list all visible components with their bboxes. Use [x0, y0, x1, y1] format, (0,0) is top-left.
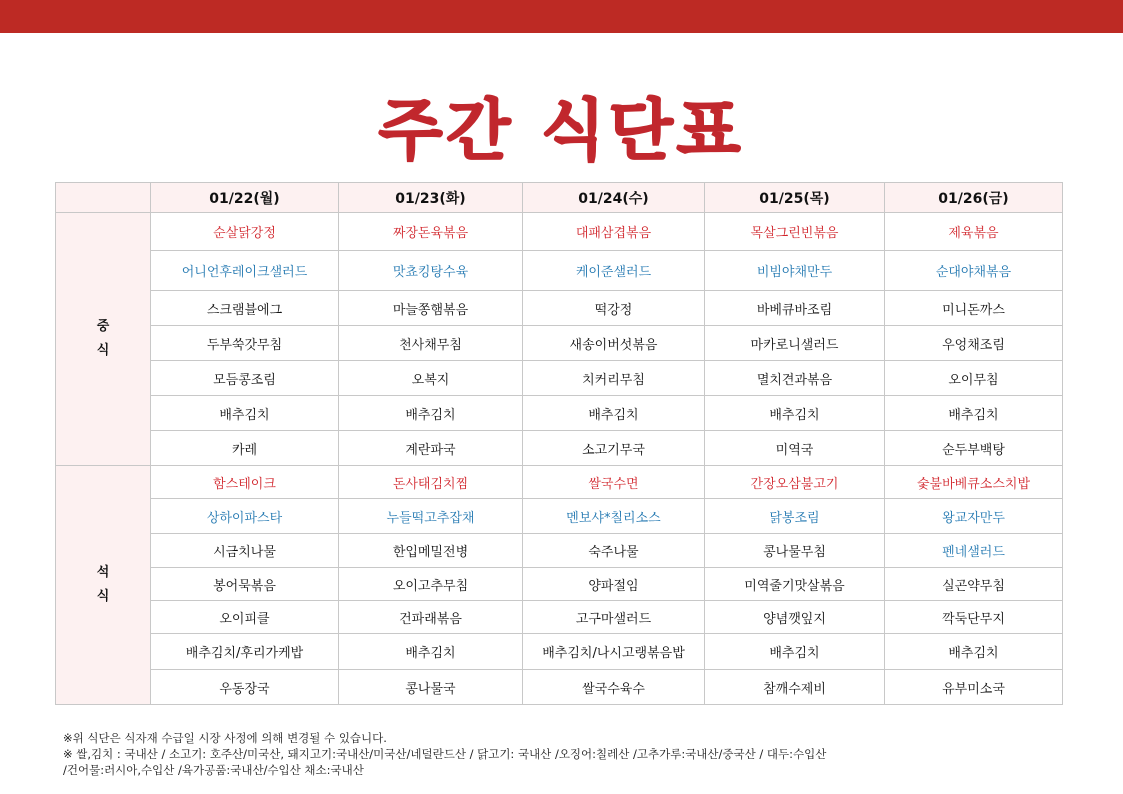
lunch-dish-cell: 케이준샐러드 [523, 251, 705, 291]
dinner-menu-row [56, 634, 1063, 670]
day-header-fri: 01/26(금) [885, 183, 1063, 213]
dinner-dish-cell: 봉어묵볶음 [151, 568, 339, 601]
dinner-dish-cell: 한입메밀전병 [339, 534, 523, 568]
lunch-dish-cell: 멸치견과볶음 [705, 361, 885, 396]
lunch-dish-cell: 목살그린빈볶음 [705, 213, 885, 251]
lunch-dish-cell: 대패삼겹볶음 [523, 213, 705, 251]
top-banner-bar [0, 0, 1123, 33]
dinner-dish-cell: 간장오삼불고기 [705, 466, 885, 499]
lunch-dish-cell: 스크램블에그 [151, 291, 339, 326]
dinner-menu-row [56, 601, 1063, 634]
dinner-dish-cell: 참깨수제비 [705, 670, 885, 705]
dinner-dish-cell: 오이피클 [151, 601, 339, 634]
lunch-dish-cell: 순두부백탕 [885, 431, 1063, 466]
dinner-menu-row [56, 534, 1063, 568]
dinner-menu-row [56, 670, 1063, 705]
dinner-dish-cell: 실곤약무침 [885, 568, 1063, 601]
dinner-dish-cell: 왕교자만두 [885, 499, 1063, 534]
lunch-dish-cell: 두부쑥갓무침 [151, 326, 339, 361]
lunch-dish-cell: 모듬콩조림 [151, 361, 339, 396]
lunch-menu-row [56, 326, 1063, 361]
dinner-dish-cell: 콩나물국 [339, 670, 523, 705]
dinner-dish-cell: 배추김치 [339, 634, 523, 670]
lunch-dish-cell: 천사채무침 [339, 326, 523, 361]
lunch-dish-cell: 배추김치 [885, 396, 1063, 431]
dinner-dish-cell: 콩나물무침 [705, 534, 885, 568]
lunch-dish-cell: 우엉채조림 [885, 326, 1063, 361]
page-title: 주간 식단표 [378, 92, 745, 169]
weekly-menu-table [55, 182, 1063, 705]
dinner-dish-cell: 쌀국수면 [523, 466, 705, 499]
dinner-dish-cell: 멘보샤*칠리소스 [523, 499, 705, 534]
dinner-dish-cell: 오이고추무침 [339, 568, 523, 601]
lunch-dish-cell: 치커리무침 [523, 361, 705, 396]
dinner-dish-cell: 시금치나물 [151, 534, 339, 568]
lunch-dish-cell: 마늘쫑햄볶음 [339, 291, 523, 326]
lunch-menu-row [56, 213, 1063, 251]
lunch-dish-cell: 오이무침 [885, 361, 1063, 396]
header-corner-cell [56, 183, 151, 213]
dinner-menu-row [56, 466, 1063, 499]
day-header-thu: 01/25(목) [705, 183, 885, 213]
notes-section [63, 730, 1063, 778]
dinner-dish-cell: 숯불바베큐소스치밥 [885, 466, 1063, 499]
dinner-label-char: 석 [96, 565, 110, 580]
lunch-dish-cell: 계란파국 [339, 431, 523, 466]
dinner-dish-cell: 미역줄기맛살볶음 [705, 568, 885, 601]
dinner-label [56, 466, 151, 705]
lunch-dish-cell: 순대야채볶음 [885, 251, 1063, 291]
lunch-dish-cell: 소고기무국 [523, 431, 705, 466]
lunch-menu-row [56, 291, 1063, 326]
dinner-label-char: 식 [96, 589, 110, 604]
dinner-dish-cell: 양파절임 [523, 568, 705, 601]
lunch-menu-row [56, 361, 1063, 396]
note-line: ※ 쌀,김치 : 국내산 / 소고기: 호주산/미국산, 돼지고기:국내산/미국산/네덜란드산 / 닭고기: 국내산 /오징어:칠레산 /고추가루:국내산/중국산 / 대두:수입산 [63, 747, 827, 761]
dinner-menu-row [56, 568, 1063, 601]
dinner-dish-cell: 상하이파스타 [151, 499, 339, 534]
dinner-dish-cell: 돈사태김치찜 [339, 466, 523, 499]
dinner-dish-cell: 건파래볶음 [339, 601, 523, 634]
dinner-dish-cell: 배추김치 [705, 634, 885, 670]
lunch-dish-cell: 순살닭강정 [151, 213, 339, 251]
dinner-dish-cell: 배추김치/후리가케밥 [151, 634, 339, 670]
lunch-label-char: 중 [96, 319, 110, 334]
lunch-dish-cell: 떡강정 [523, 291, 705, 326]
lunch-dish-cell: 제육볶음 [885, 213, 1063, 251]
lunch-label [56, 213, 151, 466]
lunch-dish-cell: 배추김치 [523, 396, 705, 431]
dinner-dish-cell: 함스테이크 [151, 466, 339, 499]
day-header-wed: 01/24(수) [523, 183, 705, 213]
note-line: ※위 식단은 식자재 수급일 시장 사정에 의해 변경될 수 있습니다. [63, 731, 387, 745]
dinner-dish-cell: 깍둑단무지 [885, 601, 1063, 634]
dinner-dish-cell: 쌀국수육수 [523, 670, 705, 705]
dinner-menu-row [56, 499, 1063, 534]
dinner-dish-cell: 배추김치 [885, 634, 1063, 670]
lunch-dish-cell: 카레 [151, 431, 339, 466]
day-header-mon: 01/22(월) [151, 183, 339, 213]
lunch-dish-cell: 어니언후레이크샐러드 [151, 251, 339, 291]
lunch-label-char: 식 [96, 343, 110, 358]
lunch-dish-cell: 배추김치 [151, 396, 339, 431]
lunch-menu-row [56, 396, 1063, 431]
dinner-dish-cell: 고구마샐러드 [523, 601, 705, 634]
dinner-dish-cell: 닭봉조림 [705, 499, 885, 534]
note-line: /건어물:러시아,수입산 /육가공품:국내산/수입산 채소:국내산 [63, 763, 364, 777]
lunch-dish-cell: 짜장돈육볶음 [339, 213, 523, 251]
lunch-dish-cell: 맛쵸킹탕수육 [339, 251, 523, 291]
header-row [56, 183, 1063, 213]
lunch-dish-cell: 미역국 [705, 431, 885, 466]
lunch-dish-cell: 마카로니샐러드 [705, 326, 885, 361]
lunch-dish-cell: 배추김치 [705, 396, 885, 431]
lunch-dish-cell: 바베큐바조림 [705, 291, 885, 326]
lunch-dish-cell: 오복지 [339, 361, 523, 396]
dinner-dish-cell: 펜네샐러드 [885, 534, 1063, 568]
dinner-dish-cell: 유부미소국 [885, 670, 1063, 705]
dinner-dish-cell: 양념깻잎지 [705, 601, 885, 634]
dinner-dish-cell: 숙주나물 [523, 534, 705, 568]
lunch-dish-cell: 미니돈까스 [885, 291, 1063, 326]
lunch-dish-cell: 새송이버섯볶음 [523, 326, 705, 361]
lunch-dish-cell: 비빔야채만두 [705, 251, 885, 291]
lunch-dish-cell: 배추김치 [339, 396, 523, 431]
dinner-dish-cell: 배추김치/나시고랭볶음밥 [523, 634, 705, 670]
day-header-tue: 01/23(화) [339, 183, 523, 213]
dinner-dish-cell: 우동장국 [151, 670, 339, 705]
lunch-menu-row [56, 431, 1063, 466]
dinner-dish-cell: 누들떡고추잡채 [339, 499, 523, 534]
lunch-menu-row [56, 251, 1063, 291]
